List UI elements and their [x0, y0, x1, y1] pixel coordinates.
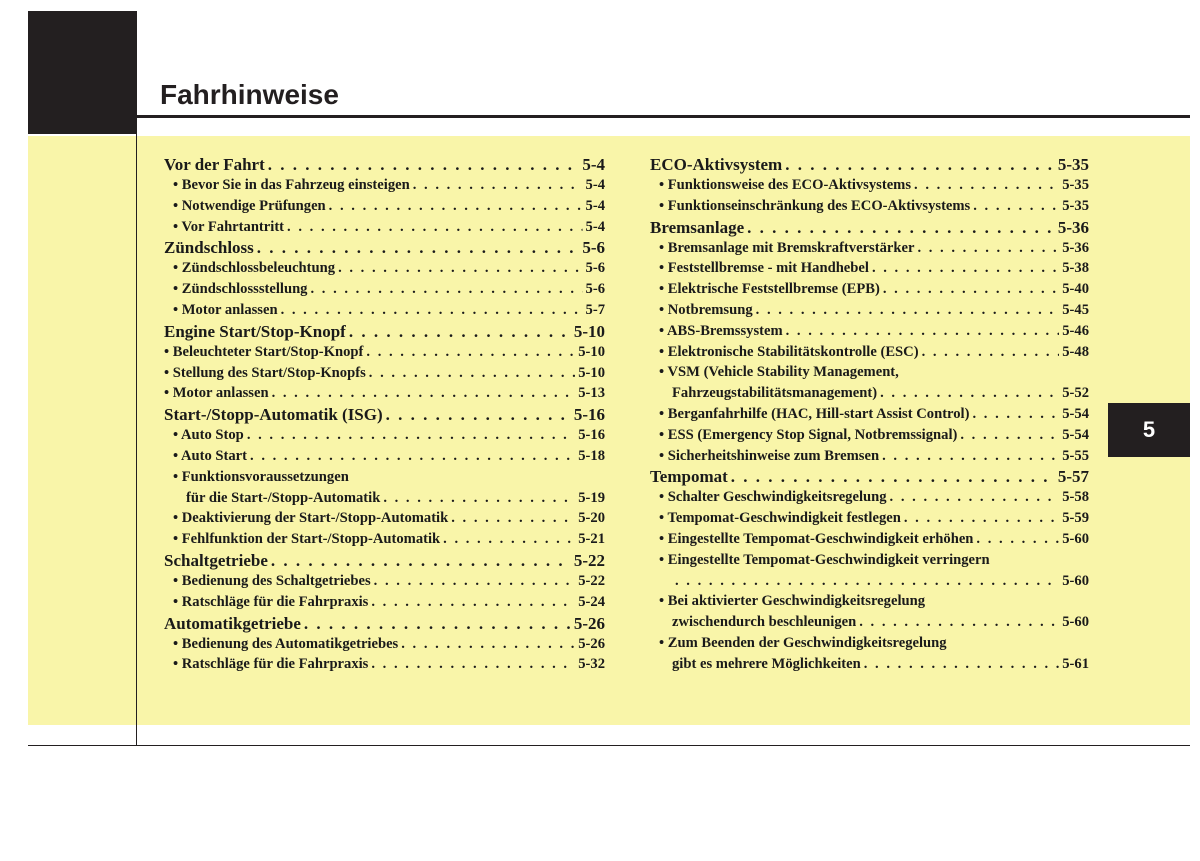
- toc-entry-label: • ABS-Bremssystem: [659, 322, 783, 339]
- chapter-header-block: [28, 11, 136, 134]
- toc-left-column: [164, 154, 605, 675]
- toc-page-number: 5-6: [582, 238, 605, 258]
- toc-subentry[interactable]: [650, 508, 1089, 529]
- toc-subentry[interactable]: [164, 363, 605, 384]
- toc-entry-label: • VSM (Vehicle Stability Management,: [659, 364, 899, 381]
- toc-page-number: 5-6: [585, 281, 605, 298]
- toc-subentry[interactable]: [650, 321, 1089, 342]
- toc-page-number: 5-38: [1062, 260, 1089, 277]
- toc-page-number: 5-35: [1062, 197, 1089, 214]
- dot-leader: [371, 654, 575, 675]
- toc-section-entry[interactable]: [164, 550, 605, 571]
- toc-right-column: [650, 154, 1089, 675]
- toc-subentry[interactable]: [650, 550, 1089, 571]
- toc-page-number: 5-6: [585, 260, 605, 277]
- toc-subentry[interactable]: [164, 529, 605, 550]
- toc-page-number: 5-26: [573, 613, 605, 633]
- toc-entry-label: • Motor anlassen: [173, 301, 278, 318]
- dot-leader: [369, 363, 575, 384]
- toc-subentry[interactable]: [650, 425, 1089, 446]
- toc-entry-label: Start-/Stopp-Automatik (ISG): [164, 405, 383, 425]
- toc-subentry[interactable]: [650, 196, 1089, 217]
- toc-subentry[interactable]: [650, 591, 1089, 612]
- toc-subentry[interactable]: [164, 425, 605, 446]
- toc-page-number: 5-35: [1057, 155, 1089, 174]
- toc-entry-label: • Eingestellte Tempomat-Geschwindigkeit erhöhen: [659, 530, 974, 547]
- toc-page-number: 5-16: [578, 427, 605, 444]
- toc-entry-label: • Zum Beenden der Geschwindigkeitsregelung: [659, 634, 947, 651]
- toc-subentry[interactable]: [650, 571, 1089, 592]
- toc-entry-label: • Notwendige Prüfungen: [173, 197, 326, 214]
- toc-subentry[interactable]: [164, 279, 605, 300]
- toc-entry-label: • Tempomat-Geschwindigkeit festlegen: [659, 510, 901, 527]
- toc-page-number: 5-40: [1062, 281, 1089, 298]
- dot-leader: [972, 404, 1059, 425]
- toc-entry-label: für die Start-/Stopp-Automatik: [186, 489, 381, 506]
- toc-entry-label: • Ratschläge für die Fahrpraxis: [173, 656, 369, 673]
- toc-page-number: 5-10: [573, 321, 605, 341]
- dot-leader: [973, 196, 1059, 217]
- toc-entry-label: • Bremsanlage mit Bremskraftverstärker: [659, 239, 915, 256]
- dot-leader: [882, 446, 1059, 467]
- toc-page-number: 5-36: [1057, 217, 1089, 237]
- toc-entry-label: Automatikgetriebe: [164, 613, 301, 633]
- dot-leader: [922, 342, 1060, 363]
- toc-entry-label: • Fehlfunktion der Start-/Stopp-Automatik: [173, 531, 441, 548]
- toc-section-entry[interactable]: [650, 466, 1089, 487]
- toc-subentry[interactable]: [650, 529, 1089, 550]
- toc-subentry[interactable]: [164, 634, 605, 655]
- toc-page-number: 5-19: [578, 489, 605, 506]
- vertical-divider: [136, 11, 137, 746]
- dot-leader: [883, 279, 1059, 300]
- toc-entry-label: • Vor Fahrtantritt: [173, 218, 285, 235]
- toc-section-entry[interactable]: [164, 237, 605, 258]
- toc-subentry[interactable]: [164, 196, 605, 217]
- toc-entry-label: • Beleuchteter Start/Stop-Knopf: [164, 343, 364, 360]
- toc-subentry[interactable]: [164, 446, 605, 467]
- dot-leader: [371, 592, 575, 613]
- toc-subentry[interactable]: [164, 175, 605, 196]
- toc-subentry[interactable]: [650, 487, 1089, 508]
- toc-entry-label: • Auto Start: [173, 447, 248, 464]
- toc-page-number: 5-60: [1062, 614, 1089, 631]
- toc-subentry[interactable]: [650, 404, 1089, 425]
- toc-page-number: 5-4: [585, 177, 605, 193]
- toc-subentry[interactable]: [164, 383, 605, 404]
- toc-subentry[interactable]: [650, 654, 1089, 675]
- toc-page-number: 5-24: [578, 593, 605, 610]
- dot-leader: [257, 237, 580, 258]
- toc-entry-label: • Deaktivierung der Start-/Stopp-Automatik: [173, 510, 449, 527]
- toc-page-number: 5-26: [578, 635, 605, 652]
- toc-entry-label: • Sicherheitshinweise zum Bremsen: [659, 447, 880, 464]
- toc-page-number: 5-22: [578, 572, 605, 589]
- dot-leader: [785, 154, 1055, 175]
- toc-page-number: 5-4: [585, 218, 605, 235]
- toc-entry-label: Schaltgetriebe: [164, 550, 268, 570]
- toc-entry-label: • Ratschläge für die Fahrpraxis: [173, 593, 369, 610]
- dot-leader: [366, 342, 575, 363]
- dot-leader: [747, 217, 1055, 238]
- dot-leader: [247, 425, 575, 446]
- toc-subentry[interactable]: [164, 258, 605, 279]
- dot-leader: [904, 508, 1059, 529]
- toc-entry-label: • Bei aktivierter Geschwindigkeitsregelung: [659, 593, 926, 610]
- toc-entry-label: Bremsanlage: [650, 217, 745, 237]
- toc-entry-label: zwischendurch beschleunigen: [672, 614, 857, 631]
- dot-leader: [329, 196, 583, 217]
- toc-entry-label: • Notbremsung: [659, 301, 753, 318]
- toc-subentry[interactable]: [164, 488, 605, 509]
- toc-subentry[interactable]: [650, 633, 1089, 654]
- dot-leader: [880, 383, 1059, 404]
- toc-page-number: 5-10: [578, 343, 605, 360]
- toc-page-number: 5-13: [578, 385, 605, 402]
- toc-page-number: 5-36: [1062, 239, 1089, 256]
- dot-leader: [731, 466, 1055, 487]
- dot-leader: [443, 529, 575, 550]
- toc-page-number: 5-54: [1062, 405, 1089, 422]
- dot-leader: [786, 321, 1060, 342]
- toc-entry-label: • Eingestellte Tempomat-Geschwindigkeit verringern: [659, 551, 990, 568]
- toc-page-number: 5-60: [1062, 530, 1089, 547]
- toc-subentry[interactable]: [650, 175, 1089, 196]
- toc-entry-label: • Elektronische Stabilitätskontrolle (ESC): [659, 343, 919, 360]
- toc-subentry[interactable]: [650, 279, 1089, 300]
- toc-page-number: 5-59: [1062, 510, 1089, 527]
- dot-leader: [383, 488, 575, 509]
- toc-subentry[interactable]: [650, 258, 1089, 279]
- toc-entry-label: • ESS (Emergency Stop Signal, Notbremssignal): [659, 426, 958, 443]
- toc-subentry[interactable]: [164, 342, 605, 363]
- toc-page-number: 5-60: [1062, 572, 1089, 589]
- toc-entry-label: Tempomat: [650, 467, 728, 487]
- dot-leader: [304, 613, 571, 634]
- toc-entry-label: • Zündschlossbeleuchtung: [173, 260, 336, 277]
- dot-leader: [401, 634, 575, 655]
- toc-subentry[interactable]: [650, 383, 1089, 404]
- dot-leader: [386, 404, 571, 425]
- dot-leader: [864, 654, 1059, 675]
- toc-entry-label: • Bedienung des Automatikgetriebes: [173, 635, 399, 652]
- toc-subentry[interactable]: [650, 362, 1089, 383]
- toc-entry-label: • Zündschlossstellung: [173, 281, 308, 298]
- toc-subentry[interactable]: [164, 508, 605, 529]
- toc-subentry[interactable]: [164, 217, 605, 238]
- toc-entry-label: Fahrzeugstabilitätsmanagement): [672, 385, 878, 402]
- dot-leader: [271, 550, 571, 571]
- toc-entry-label: • Funktionsweise des ECO-Aktivsystems: [659, 177, 912, 193]
- toc-page-number: 5-16: [573, 405, 605, 425]
- toc-page-number: 5-4: [585, 197, 605, 214]
- toc-entry-label: gibt es mehrere Möglichkeiten: [672, 655, 861, 672]
- toc-page-number: 5-61: [1062, 655, 1089, 672]
- toc-entry-label: Engine Start/Stop-Knopf: [164, 321, 346, 341]
- toc-page-number: 5-45: [1062, 301, 1089, 318]
- toc-entry-label: • Bedienung des Schaltgetriebes: [173, 572, 371, 589]
- bottom-divider: [28, 745, 1190, 746]
- toc-section-entry[interactable]: [164, 613, 605, 634]
- toc-page-number: 5-20: [578, 510, 605, 527]
- toc-subentry[interactable]: [164, 467, 605, 488]
- toc-entry-label: • Stellung des Start/Stop-Knopfs: [164, 364, 366, 381]
- dot-leader: [338, 258, 582, 279]
- toc-page-number: 5-54: [1062, 426, 1089, 443]
- toc-entry-label: • Elektrische Feststellbremse (EPB): [659, 281, 880, 298]
- toc-subentry[interactable]: [650, 612, 1089, 633]
- toc-entry-label: • Motor anlassen: [164, 385, 269, 402]
- page-title: Fahrhinweise: [160, 79, 339, 110]
- dot-leader: [976, 529, 1059, 550]
- dot-leader: [268, 154, 580, 175]
- dot-leader: [287, 217, 582, 238]
- toc-entry-label: • Schalter Geschwindigkeitsregelung: [659, 489, 887, 506]
- toc-page-number: 5-46: [1062, 322, 1089, 339]
- toc-subentry[interactable]: [164, 654, 605, 675]
- toc-entry-label: • Auto Stop: [173, 427, 244, 444]
- toc-page-number: 5-10: [578, 364, 605, 381]
- toc-page-number: 5-58: [1062, 489, 1089, 506]
- toc-page-number: 5-21: [578, 531, 605, 548]
- toc-page-number: 5-48: [1062, 343, 1089, 360]
- toc-entry-label: ECO-Aktivsystem: [650, 155, 783, 174]
- dot-leader: [250, 446, 575, 467]
- dot-leader: [859, 612, 1059, 633]
- toc-subentry[interactable]: [164, 300, 605, 321]
- toc-page-number: 5-18: [578, 447, 605, 464]
- toc-page-number: 5-32: [578, 656, 605, 673]
- dot-leader: [451, 508, 575, 529]
- dot-leader: [756, 300, 1060, 321]
- dot-leader: [872, 258, 1059, 279]
- toc-entry-label: • Funktionsvoraussetzungen: [173, 468, 349, 485]
- toc-entry-label: • Funktionseinschränkung des ECO-Aktivsystems: [659, 197, 971, 214]
- dot-leader: [675, 571, 1059, 592]
- toc-subentry[interactable]: [650, 238, 1089, 259]
- dot-leader: [914, 175, 1059, 196]
- toc-page-number: 5-7: [585, 301, 605, 318]
- toc-entry-label: • Bevor Sie in das Fahrzeug einsteigen: [173, 177, 410, 193]
- toc-page-number: 5-22: [573, 550, 605, 570]
- toc-section-entry[interactable]: [164, 404, 605, 425]
- toc-page-number: 5-52: [1062, 385, 1089, 402]
- toc-section-entry[interactable]: [650, 217, 1089, 238]
- toc-section-entry[interactable]: [164, 154, 605, 175]
- toc-page-number: 5-55: [1062, 447, 1089, 464]
- toc-subentry[interactable]: [650, 300, 1089, 321]
- dot-leader: [413, 175, 583, 196]
- dot-leader: [917, 238, 1059, 259]
- dot-leader: [281, 300, 583, 321]
- dot-leader: [349, 321, 571, 342]
- toc-subentry[interactable]: [650, 446, 1089, 467]
- dot-leader: [374, 571, 576, 592]
- toc-section-entry[interactable]: [164, 321, 605, 342]
- toc-subentry[interactable]: [650, 342, 1089, 363]
- toc-entry-label: • Berganfahrhilfe (HAC, Hill-start Assist Control): [659, 405, 970, 422]
- toc-page-number: 5-57: [1057, 467, 1089, 487]
- chapter-tab[interactable]: 5: [1108, 403, 1190, 457]
- toc-entry-label: Vor der Fahrt: [164, 155, 265, 174]
- toc-page-number: 5-35: [1062, 177, 1089, 193]
- dot-leader: [960, 425, 1059, 446]
- toc-entry-label: • Feststellbremse - mit Handhebel: [659, 260, 869, 277]
- dot-leader: [890, 487, 1060, 508]
- toc-page-number: 5-4: [582, 155, 605, 174]
- toc-section-entry[interactable]: [650, 154, 1089, 175]
- toc-subentry[interactable]: [164, 592, 605, 613]
- dot-leader: [272, 383, 576, 404]
- toc-entry-label: Zündschloss: [164, 238, 254, 258]
- dot-leader: [310, 279, 582, 300]
- toc-subentry[interactable]: [164, 571, 605, 592]
- title-underline: [136, 115, 1190, 118]
